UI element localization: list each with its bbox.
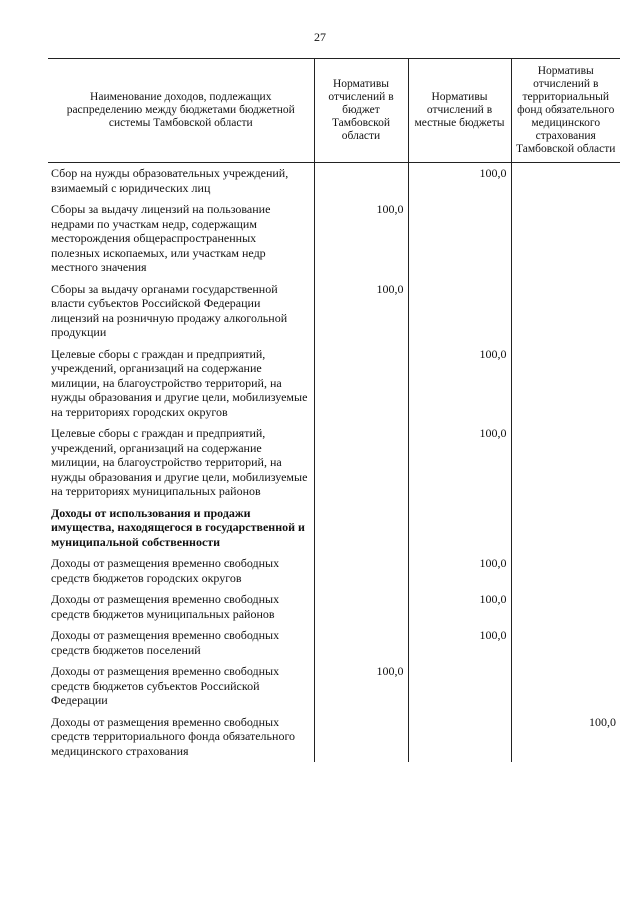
table-row: [48, 553, 620, 589]
local-budgets-cell: 100,0: [408, 553, 511, 589]
medical-insurance-fund-cell: [511, 553, 620, 589]
revenue-name-cell: Целевые сборы с граждан и предприятий, учреждений, организаций на содержание милиции, на благоустройство территорий, на нужды образования и другие цели, мобилизуемые на территориях муниципальных районов: [51, 426, 308, 498]
revenue-name-cell: Доходы от размещения временно свободных средств бюджетов поселений: [51, 628, 280, 657]
local-budgets-cell: [408, 279, 511, 344]
table-body: [48, 163, 620, 763]
medical-insurance-fund-cell: [511, 163, 620, 200]
regional-budget-cell: [314, 503, 408, 554]
table-row: [48, 589, 620, 625]
revenue-distribution-table: [48, 58, 620, 762]
header-medical-insurance-fund: Нормативы отчислений в территориальный фонд обязательного медицинского страхования Тамбовской области: [511, 59, 620, 163]
table-row: [48, 423, 620, 503]
table-header-row: [48, 59, 620, 163]
local-budgets-cell: 100,0: [408, 423, 511, 503]
page-number: 27: [314, 30, 326, 44]
regional-budget-cell: 100,0: [314, 279, 408, 344]
regional-budget-cell: [314, 553, 408, 589]
medical-insurance-fund-cell: [511, 661, 620, 712]
revenue-name-cell: Доходы от размещения временно свободных средств бюджетов субъектов Российской Федерации: [51, 664, 280, 707]
revenue-name-cell: Доходы от размещения временно свободных средств территориального фонда обязательного медицинского страхования: [51, 714, 296, 758]
medical-insurance-fund-cell: 100,0: [511, 712, 620, 763]
local-budgets-cell: [408, 503, 511, 554]
revenue-name-cell: Сборы за выдачу лицензий на пользование недрами по участкам недр, содержащим месторождения общераспространенных полезных ископаемых, или участкам недр местного значения: [51, 202, 271, 274]
local-budgets-cell: [408, 199, 511, 279]
table-row: [48, 661, 620, 712]
revenue-name-cell: Доходы от использования и продажи имущества, находящегося в государственной и муниципальной собственности: [51, 505, 305, 549]
regional-budget-cell: [314, 344, 408, 424]
regional-budget-cell: [314, 163, 408, 200]
revenue-name-cell: Сбор на нужды образовательных учреждений, взимаемый с юридических лиц: [51, 166, 289, 195]
table-row: [48, 625, 620, 661]
header-regional-budget: Нормативы отчислений в бюджет Тамбовской области: [314, 59, 408, 163]
regional-budget-cell: [314, 589, 408, 625]
local-budgets-cell: [408, 712, 511, 763]
table-row: [48, 712, 620, 763]
medical-insurance-fund-cell: [511, 199, 620, 279]
local-budgets-cell: 100,0: [408, 163, 511, 200]
regional-budget-cell: 100,0: [314, 661, 408, 712]
local-budgets-cell: [408, 661, 511, 712]
medical-insurance-fund-cell: [511, 625, 620, 661]
regional-budget-cell: [314, 423, 408, 503]
medical-insurance-fund-cell: [511, 503, 620, 554]
local-budgets-cell: 100,0: [408, 625, 511, 661]
medical-insurance-fund-cell: [511, 279, 620, 344]
regional-budget-cell: 100,0: [314, 199, 408, 279]
header-revenue-name: Наименование доходов, подлежащих распределению между бюджетами бюджетной системы Тамбовской области: [48, 59, 314, 163]
local-budgets-cell: 100,0: [408, 344, 511, 424]
table-row: [48, 199, 620, 279]
revenue-name-cell: Доходы от размещения временно свободных средств бюджетов муниципальных районов: [51, 592, 280, 621]
revenue-name-cell: Целевые сборы с граждан и предприятий, учреждений, организаций на содержание милиции, на благоустройство территорий, на нужды образования и другие цели, мобилизуемые на территориях городских округов: [51, 346, 308, 419]
medical-insurance-fund-cell: [511, 344, 620, 424]
table-row: [48, 503, 620, 554]
regional-budget-cell: [314, 712, 408, 763]
regional-budget-cell: [314, 625, 408, 661]
revenue-name-cell: Доходы от размещения временно свободных средств бюджетов городских округов: [51, 556, 280, 585]
table-row: [48, 344, 620, 424]
table-row: [48, 279, 620, 344]
medical-insurance-fund-cell: [511, 589, 620, 625]
revenue-name-cell: Сборы за выдачу органами государственной власти субъектов Российской Федерации лицензий на розничную продажу алкогольной продукции: [51, 281, 288, 339]
header-local-budgets: Нормативы отчислений в местные бюджеты: [408, 59, 511, 163]
table-row: [48, 163, 620, 200]
medical-insurance-fund-cell: [511, 423, 620, 503]
local-budgets-cell: 100,0: [408, 589, 511, 625]
